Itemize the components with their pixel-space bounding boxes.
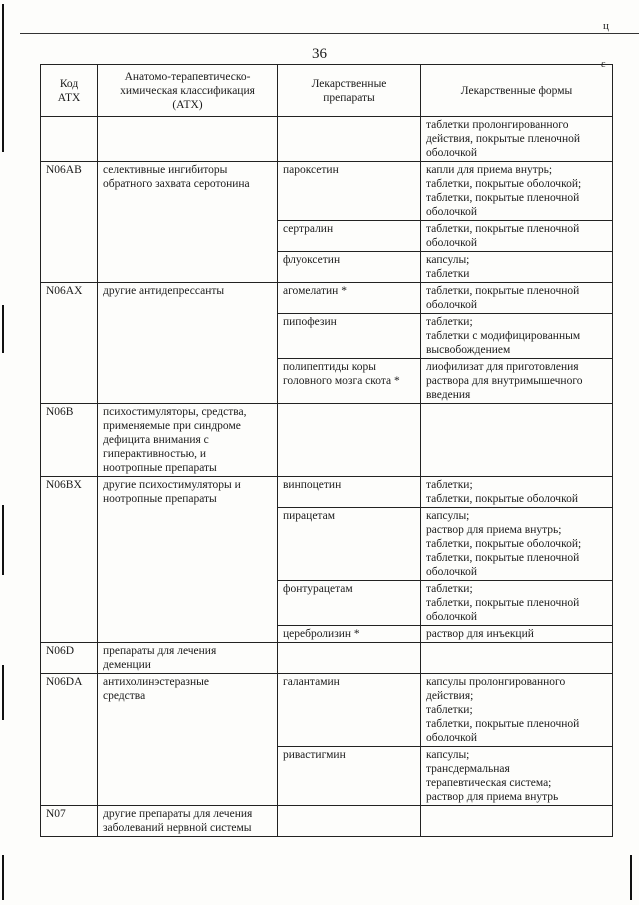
dosage-form-line: введения bbox=[426, 389, 471, 401]
drug-cell bbox=[278, 283, 421, 314]
dosage-form-line: таблетки с модифицированным bbox=[426, 330, 581, 342]
dosage-form-line: таблетки пролонгированного bbox=[426, 119, 569, 131]
atx-classification-cell bbox=[98, 283, 278, 404]
classification-line: ноотропные препараты bbox=[103, 462, 217, 474]
header-code bbox=[41, 65, 98, 117]
drug-cell bbox=[278, 252, 421, 283]
dosage-form-line: таблетки, покрытые оболочкой; bbox=[426, 178, 582, 190]
scan-edge-mark bbox=[2, 4, 4, 152]
table-row bbox=[41, 283, 613, 314]
dosage-form-line: терапевтическая система; bbox=[426, 777, 552, 789]
classification-line: препараты для лечения bbox=[103, 645, 217, 657]
dosage-form-line: высвобождением bbox=[426, 344, 511, 356]
table-header-row bbox=[41, 65, 613, 117]
atx-classification-cell bbox=[98, 643, 278, 674]
atx-code-cell: N06AX bbox=[41, 283, 98, 404]
dosage-form-cell bbox=[421, 643, 613, 674]
drug-name-line: флуоксетин bbox=[283, 254, 341, 266]
drug-cell bbox=[278, 477, 421, 508]
classification-line: применяемые при синдроме bbox=[103, 420, 241, 432]
drug-name-line: головного мозга скота * bbox=[283, 375, 400, 387]
scan-edge-mark bbox=[2, 855, 4, 900]
scan-edge-mark bbox=[630, 855, 632, 900]
drug-name-line: пипофезин bbox=[283, 316, 337, 328]
dosage-form-line: оболочкой bbox=[426, 566, 478, 578]
dosage-form-line: раствора для внутримышечного bbox=[426, 375, 583, 387]
drug-name-line: фонтурацетам bbox=[283, 583, 353, 595]
atx-classification-cell bbox=[98, 117, 278, 162]
header-dosage-forms bbox=[421, 65, 613, 117]
dosage-form-line: таблетки, покрытые пленочной bbox=[426, 223, 580, 235]
drug-cell bbox=[278, 162, 421, 221]
atx-classification-cell bbox=[98, 806, 278, 837]
dosage-form-line: оболочкой bbox=[426, 206, 478, 218]
drug-cell bbox=[278, 806, 421, 837]
header-line: Анатомо-терапевтическо- bbox=[124, 70, 251, 83]
dosage-form-line: лиофилизат для приготовления bbox=[426, 361, 579, 373]
atx-classification-cell bbox=[98, 162, 278, 283]
page-number: 36 bbox=[312, 46, 327, 62]
drug-cell bbox=[278, 221, 421, 252]
dosage-form-line: таблетки, покрытые пленочной bbox=[426, 597, 580, 609]
dosage-form-line: оболочкой bbox=[426, 147, 478, 159]
classification-line: селективные ингибиторы bbox=[103, 164, 228, 176]
dosage-form-line: таблетки; bbox=[426, 704, 473, 716]
classification-line: гиперактивностью, и bbox=[103, 448, 207, 460]
dosage-form-line: раствор для приема внутрь; bbox=[426, 524, 562, 536]
drug-cell bbox=[278, 314, 421, 359]
dosage-form-cell bbox=[421, 117, 613, 162]
atx-classification-cell bbox=[98, 674, 278, 806]
header-line: Лекарственные bbox=[311, 77, 387, 90]
dosage-form-line: капсулы; bbox=[426, 749, 470, 761]
top-rule bbox=[20, 33, 639, 34]
header-line: Код bbox=[59, 77, 79, 90]
classification-line: дефицита внимания с bbox=[103, 434, 209, 446]
drug-cell bbox=[278, 581, 421, 626]
dosage-form-line: таблетки bbox=[426, 268, 470, 280]
table-row bbox=[41, 806, 613, 837]
dosage-form-line: таблетки, покрытые пленочной bbox=[426, 552, 580, 564]
header-drugs bbox=[278, 65, 421, 117]
dosage-form-cell bbox=[421, 252, 613, 283]
dosage-form-line: действия; bbox=[426, 690, 474, 702]
classification-line: ноотропные препараты bbox=[103, 493, 217, 505]
header-atx-classification bbox=[98, 65, 278, 117]
drug-cell bbox=[278, 508, 421, 581]
table-row bbox=[41, 674, 613, 747]
scan-edge-mark bbox=[2, 505, 4, 575]
dosage-form-line: действия, покрытые пленочной bbox=[426, 133, 581, 145]
atx-code-cell: N06D bbox=[41, 643, 98, 674]
drug-cell bbox=[278, 404, 421, 477]
dosage-form-line: капсулы пролонгированного bbox=[426, 676, 566, 688]
classification-line: антихолинэстеразные bbox=[103, 676, 209, 688]
dosage-form-line: капсулы; bbox=[426, 510, 470, 522]
table-row bbox=[41, 404, 613, 477]
drug-cell bbox=[278, 674, 421, 747]
dosage-form-line: таблетки, покрытые пленочной bbox=[426, 192, 580, 204]
drug-name-line: пароксетин bbox=[283, 164, 339, 176]
dosage-form-line: трансдермальная bbox=[426, 763, 510, 775]
atx-classification-cell bbox=[98, 477, 278, 643]
header-line: препараты bbox=[323, 91, 375, 104]
dosage-form-line: таблетки, покрытые оболочкой; bbox=[426, 538, 582, 550]
classification-line: другие психостимуляторы и bbox=[103, 479, 241, 491]
dosage-form-line: таблетки; bbox=[426, 583, 473, 595]
scan-edge-mark bbox=[2, 305, 4, 353]
atx-code-cell: N07 bbox=[41, 806, 98, 837]
drug-cell bbox=[278, 643, 421, 674]
dosage-form-cell bbox=[421, 477, 613, 508]
dosage-form-line: таблетки, покрытые оболочкой bbox=[426, 493, 578, 505]
dosage-form-cell bbox=[421, 404, 613, 477]
drug-name-line: полипептиды коры bbox=[283, 361, 376, 373]
dosage-form-line: раствор для приема внутрь bbox=[426, 791, 559, 803]
dosage-form-cell bbox=[421, 747, 613, 806]
dosage-form-line: капсулы; bbox=[426, 254, 470, 266]
dosage-form-line: оболочкой bbox=[426, 299, 478, 311]
dosage-form-cell bbox=[421, 806, 613, 837]
dosage-form-line: таблетки, покрытые пленочной bbox=[426, 718, 580, 730]
atx-code-cell: N06BX bbox=[41, 477, 98, 643]
classification-line: другие антидепрессанты bbox=[103, 285, 225, 297]
classification-line: другие препараты для лечения bbox=[103, 808, 253, 820]
dosage-form-line: таблетки, покрытые пленочной bbox=[426, 285, 580, 297]
drug-cell bbox=[278, 117, 421, 162]
drug-name-line: пирацетам bbox=[283, 510, 335, 522]
table-row bbox=[41, 117, 613, 162]
dosage-form-cell bbox=[421, 674, 613, 747]
classification-line: средства bbox=[103, 690, 146, 702]
dosage-form-line: оболочкой bbox=[426, 732, 478, 744]
table-row bbox=[41, 643, 613, 674]
atx-code-cell: N06AB bbox=[41, 162, 98, 283]
dosage-form-line: оболочкой bbox=[426, 611, 478, 623]
dosage-form-cell bbox=[421, 626, 613, 643]
drug-name-line: ривастигмин bbox=[283, 749, 346, 761]
corner-mark: ц bbox=[603, 20, 609, 32]
dosage-form-line: таблетки; bbox=[426, 479, 473, 491]
drug-name-line: церебролизин * bbox=[283, 628, 360, 640]
header-line: (АТХ) bbox=[172, 98, 203, 111]
corner-mark: ɛ bbox=[601, 58, 606, 70]
dosage-form-cell bbox=[421, 359, 613, 404]
atx-code-cell bbox=[41, 117, 98, 162]
dosage-form-cell bbox=[421, 283, 613, 314]
dosage-form-cell bbox=[421, 162, 613, 221]
classification-line: заболеваний нервной системы bbox=[103, 822, 252, 834]
drug-name-line: галантамин bbox=[283, 676, 340, 688]
drug-name-line: агомелатин * bbox=[283, 285, 347, 297]
atx-code-cell: N06B bbox=[41, 404, 98, 477]
table-row bbox=[41, 162, 613, 221]
dosage-form-line: капли для приема внутрь; bbox=[426, 164, 553, 176]
classification-line: обратного захвата серотонина bbox=[103, 178, 250, 190]
dosage-form-line: раствор для инъекций bbox=[426, 628, 534, 640]
drug-cell bbox=[278, 747, 421, 806]
dosage-form-line: оболочкой bbox=[426, 237, 478, 249]
dosage-form-cell bbox=[421, 221, 613, 252]
drug-name-line: сертралин bbox=[283, 223, 334, 235]
drug-name-line: винпоцетин bbox=[283, 479, 342, 491]
table-row bbox=[41, 477, 613, 508]
atx-table bbox=[40, 64, 613, 837]
drug-cell bbox=[278, 626, 421, 643]
header-line: химическая классификация bbox=[120, 84, 255, 97]
scan-edge-mark bbox=[2, 665, 4, 720]
dosage-form-cell bbox=[421, 314, 613, 359]
dosage-form-line: таблетки; bbox=[426, 316, 473, 328]
header-line: АТХ bbox=[57, 91, 81, 104]
drug-cell bbox=[278, 359, 421, 404]
dosage-form-cell bbox=[421, 581, 613, 626]
classification-line: психостимуляторы, средства, bbox=[103, 406, 247, 418]
header-line: Лекарственные формы bbox=[460, 84, 573, 97]
atx-classification-cell bbox=[98, 404, 278, 477]
classification-line: деменции bbox=[103, 659, 151, 671]
dosage-form-cell bbox=[421, 508, 613, 581]
atx-code-cell: N06DA bbox=[41, 674, 98, 806]
